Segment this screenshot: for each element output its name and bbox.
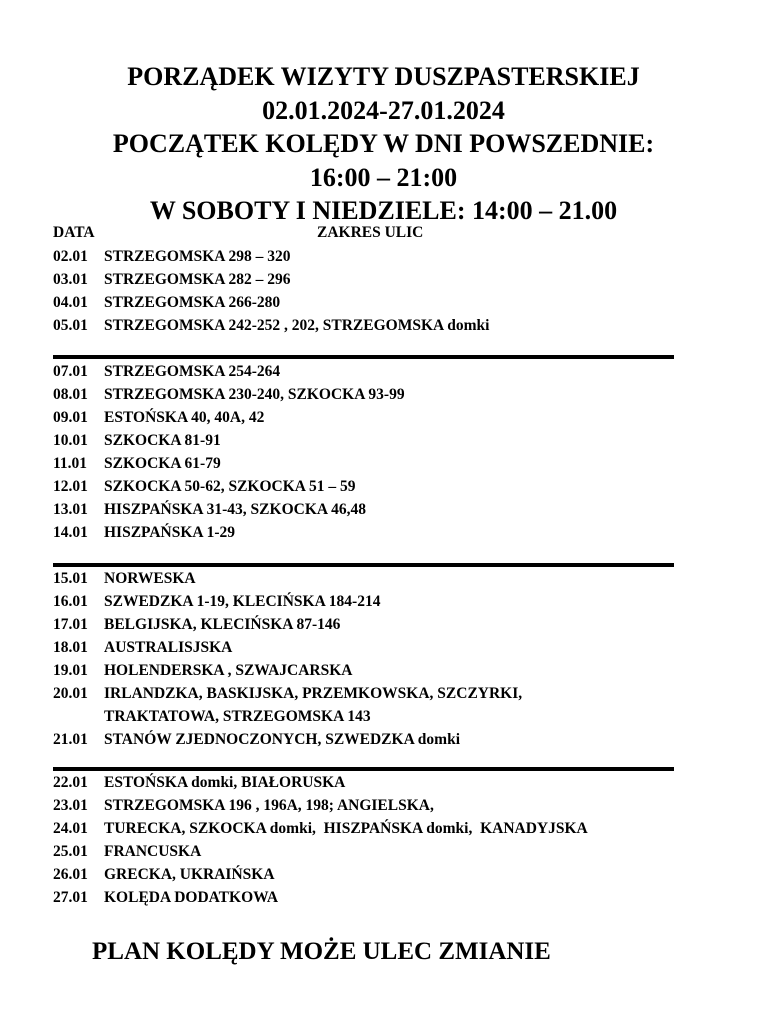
row-streets: HISZPAŃSKA 1-29 <box>104 524 236 541</box>
schedule-row <box>53 475 693 498</box>
row-date: 18.01 <box>53 639 88 656</box>
row-date: 10.01 <box>53 432 88 449</box>
schedule-row <box>53 268 693 291</box>
schedule-row <box>53 360 693 383</box>
schedule-group-1 <box>53 245 693 337</box>
row-streets: IRLANDZKA, BASKIJSKA, PRZEMKOWSKA, SZCZYRKI, TRAKTATOWA, STRZEGOMSKA 143 <box>104 685 523 725</box>
row-streets: BELGIJSKA, KLECIŃSKA 87-146 <box>104 616 341 633</box>
schedule-row <box>53 771 693 794</box>
row-date: 24.01 <box>53 820 88 837</box>
row-streets: STRZEGOMSKA 298 – 320 <box>104 248 291 265</box>
schedule-row <box>53 728 693 751</box>
schedule-group-2 <box>53 360 693 544</box>
column-header-date: DATA <box>53 224 95 241</box>
row-date: 14.01 <box>53 524 88 541</box>
schedule-row <box>53 886 693 909</box>
row-date: 04.01 <box>53 294 88 311</box>
row-streets: TURECKA, SZKOCKA domki, HISZPAŃSKA domki, KANADYJSKA <box>104 820 588 837</box>
schedule-row <box>53 429 693 452</box>
row-streets: ESTOŃSKA domki, BIAŁORUSKA <box>104 774 346 791</box>
row-date: 23.01 <box>53 797 88 814</box>
schedule-row <box>53 452 693 475</box>
row-date: 02.01 <box>53 248 88 265</box>
schedule-row <box>53 659 693 682</box>
footer-notice: PLAN KOLĘDY MOŻE ULEC ZMIANIE <box>92 938 551 965</box>
schedule-group-4 <box>53 771 693 909</box>
section-divider <box>53 355 674 359</box>
header-weekday-label: POCZĄTEK KOLĘDY W DNI POWSZEDNIE: <box>112 129 655 158</box>
row-date: 16.01 <box>53 593 88 610</box>
row-date: 21.01 <box>53 731 88 748</box>
row-streets: NORWESKA <box>104 570 196 587</box>
row-streets: SZKOCKA 50-62, SZKOCKA 51 – 59 <box>104 478 356 495</box>
schedule-row <box>53 794 693 817</box>
schedule-row <box>53 406 693 429</box>
row-date: 13.01 <box>53 501 88 518</box>
schedule-row <box>53 636 693 659</box>
row-date: 17.01 <box>53 616 88 633</box>
row-streets: HOLENDERSKA , SZWAJCARSKA <box>104 662 353 679</box>
row-streets: STRZEGOMSKA 254-264 <box>104 363 281 380</box>
row-date: 07.01 <box>53 363 88 380</box>
row-date: 26.01 <box>53 866 88 883</box>
row-streets: STRZEGOMSKA 230-240, SZKOCKA 93-99 <box>104 386 405 403</box>
row-date: 19.01 <box>53 662 88 679</box>
header-weekday-hours: 16:00 – 21:00 <box>309 162 458 192</box>
row-streets: STRZEGOMSKA 282 – 296 <box>104 271 291 288</box>
schedule-row <box>53 682 693 728</box>
row-date: 27.01 <box>53 889 88 906</box>
row-streets: ESTOŃSKA 40, 40A, 42 <box>104 409 265 426</box>
schedule-row <box>53 863 693 886</box>
row-date: 03.01 <box>53 271 88 288</box>
schedule-row <box>53 613 693 636</box>
row-streets: GRECKA, UKRAIŃSKA <box>104 866 275 883</box>
row-date: 05.01 <box>53 317 88 334</box>
schedule-row <box>53 314 693 337</box>
row-streets: STRZEGOMSKA 266-280 <box>104 294 281 311</box>
row-streets: SZKOCKA 81-91 <box>104 432 221 449</box>
schedule-row <box>53 521 693 544</box>
row-streets: STANÓW ZJEDNOCZONYCH, SZWEDZKA domki <box>104 731 461 748</box>
row-date: 20.01 <box>53 685 88 702</box>
row-streets: STRZEGOMSKA 242-252 , 202, STRZEGOMSKA domki <box>104 317 490 334</box>
schedule-row <box>53 590 693 613</box>
schedule-row <box>53 498 693 521</box>
row-date: 22.01 <box>53 774 88 791</box>
schedule-row <box>53 817 693 840</box>
row-date: 09.01 <box>53 409 88 426</box>
column-header-streets: ZAKRES ULIC <box>317 224 424 241</box>
row-streets: SZWEDZKA 1-19, KLECIŃSKA 184-214 <box>104 593 381 610</box>
row-date: 08.01 <box>53 386 88 403</box>
row-streets: AUSTRALISJSKA <box>104 639 233 656</box>
schedule-group-3 <box>53 567 693 751</box>
schedule-row <box>53 840 693 863</box>
schedule-row <box>53 383 693 406</box>
row-date: 12.01 <box>53 478 88 495</box>
row-streets: KOLĘDA DODATKOWA <box>104 889 279 906</box>
document-header <box>0 60 767 228</box>
row-date: 11.01 <box>53 455 88 472</box>
row-streets: STRZEGOMSKA 196 , 196A, 198; ANGIELSKA, <box>104 797 434 814</box>
row-date: 25.01 <box>53 843 88 860</box>
header-weekend-hours: W SOBOTY I NIEDZIELE: 14:00 – 21.00 <box>149 196 618 225</box>
row-streets: SZKOCKA 61-79 <box>104 455 221 472</box>
schedule-row <box>53 291 693 314</box>
row-streets: HISZPAŃSKA 31-43, SZKOCKA 46,48 <box>104 501 366 518</box>
schedule-row <box>53 245 693 268</box>
row-streets: FRANCUSKA <box>104 843 202 860</box>
header-date-range: 02.01.2024-27.01.2024 <box>262 95 505 125</box>
header-title: PORZĄDEK WIZYTY DUSZPASTERSKIEJ <box>127 62 640 91</box>
schedule-row <box>53 567 693 590</box>
row-date: 15.01 <box>53 570 88 587</box>
column-headers <box>53 224 703 244</box>
